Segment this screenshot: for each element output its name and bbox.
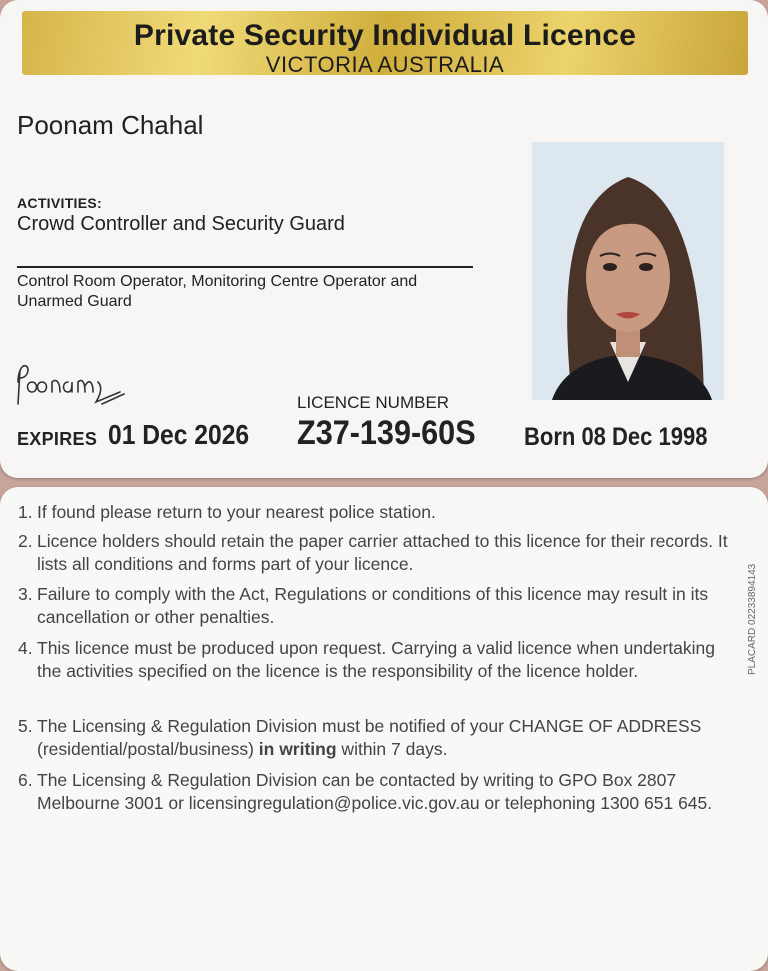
condition-item: 5. The Licensing & Regulation Division must be notified of your CHANGE OF ADDRESS (residential/postal/business) in writing within 7 days. bbox=[18, 716, 702, 759]
activity-divider bbox=[17, 266, 473, 268]
activity-secondary: Control Room Operator, Monitoring Centre Operator and Unarmed Guard bbox=[17, 273, 418, 310]
condition-item: 6. The Licensing & Regulation Division can be contacted by writing to GPO Box 2807 Melbourne 3001 or licensingregulation@police.vic.gov.au or telephoning 1300 651 645. bbox=[18, 770, 713, 813]
condition-item: 4. This licence must be produced upon request. Carrying a valid licence when undertaking the activities specified on the licence is the responsibility of the licence holder. bbox=[18, 638, 716, 681]
signature-image bbox=[10, 352, 130, 422]
svg-text:PLACARD 02233894143: PLACARD 02233894143 bbox=[747, 563, 758, 675]
licence-card-front bbox=[0, 0, 768, 478]
expires-label: EXPIRES bbox=[17, 429, 98, 449]
expiry-date: 01 Dec 2026 bbox=[108, 419, 250, 450]
licence-number: Z37-139-60S bbox=[297, 414, 476, 452]
date-of-birth: Born 08 Dec 1998 bbox=[524, 423, 708, 451]
card-title: Private Security Individual Licence bbox=[133, 19, 637, 52]
licence-card-back bbox=[0, 487, 768, 971]
licence-number-label: LICENCE NUMBER bbox=[297, 393, 450, 412]
condition-item: 1. If found please return to your nearest police station. bbox=[18, 502, 436, 522]
gold-header-band bbox=[22, 11, 748, 75]
condition-item: 3. Failure to comply with the Act, Regulations or conditions of this licence may result in its cancellation or other penalties. bbox=[18, 584, 709, 627]
condition-item: 2. Licence holders should retain the paper carrier attached to this licence for their records. It lists all conditions and forms part of your licence. bbox=[18, 531, 728, 574]
activities-label: ACTIVITIES: bbox=[17, 195, 102, 211]
holder-name: Poonam Chahal bbox=[17, 110, 204, 140]
holder-photo bbox=[532, 142, 724, 400]
card-subtitle: VICTORIA AUSTRALIA bbox=[265, 52, 505, 77]
placard-number bbox=[741, 543, 761, 675]
activity-primary: Crowd Controller and Security Guard bbox=[17, 213, 345, 235]
